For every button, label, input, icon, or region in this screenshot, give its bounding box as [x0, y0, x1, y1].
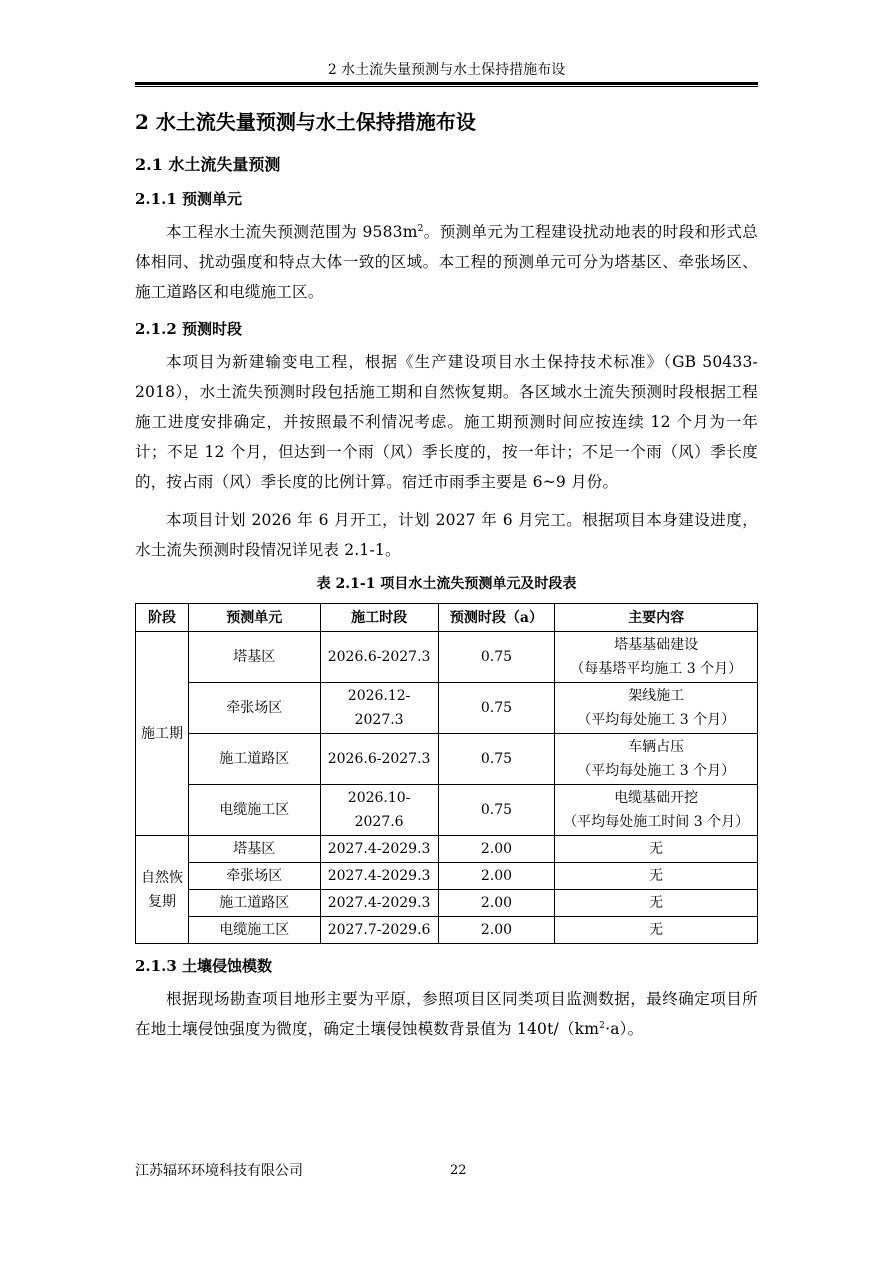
unit-cell: 电缆施工区	[188, 917, 320, 944]
period-cell: 2027.4-2029.3	[320, 836, 438, 863]
table-header: 预测时段（a）	[438, 604, 555, 632]
table-row	[136, 632, 758, 683]
table-header: 施工时段	[320, 604, 438, 632]
content-line: （平均每处施工 3 个月）	[577, 712, 736, 728]
page-content	[135, 104, 758, 1052]
years-cell: 2.00	[438, 863, 555, 890]
paragraph-schedule: 本项目计划 2026 年 6 月开工，计划 2027 年 6 月完工。根据项目本身建设进度，水土流失预测时段情况详见表 2.1-1。	[135, 511, 758, 559]
table-header: 预测单元	[188, 604, 320, 632]
table-caption: 表 2.1-1 项目水土流失预测单元及时段表	[316, 576, 577, 592]
stage-cell-construction: 施工期	[136, 632, 189, 836]
unit-cell: 牵张场区	[188, 863, 320, 890]
paragraph-text: 本工程水土流失预测范围为 9583m	[166, 223, 418, 241]
period-cell: 2026.12-2027.3	[320, 683, 438, 734]
table-row	[136, 734, 758, 785]
running-header: 2 水土流失量预测与水土保持措施布设	[327, 62, 566, 78]
content-line: （平均每处施工时间 3 个月）	[563, 814, 750, 830]
prediction-table	[135, 603, 758, 944]
header-rule-thick	[135, 82, 758, 85]
header-rule-thin	[135, 86, 758, 87]
content-line: 架线施工	[628, 688, 685, 704]
period-cell: 2026.6-2027.3	[320, 632, 438, 683]
section-title-2-1: 2.1 水土流失量预测	[135, 155, 281, 174]
table-header-row	[136, 604, 758, 632]
table-header: 阶段	[136, 604, 189, 632]
content-line: 车辆占压	[628, 739, 685, 755]
period-cell: 2026.10-2027.6	[320, 785, 438, 836]
content-cell	[555, 734, 758, 785]
content-cell: 无	[555, 890, 758, 917]
superscript: 2	[599, 1020, 606, 1031]
content-line: （每基塔平均施工 3 个月）	[570, 661, 743, 677]
chapter-title: 2 水土流失量预测与水土保持措施布设	[135, 110, 476, 134]
section-title-2-1-2: 2.1.2 预测时段	[135, 320, 242, 338]
table-row	[136, 890, 758, 917]
stage-line: 自然恢	[140, 869, 183, 886]
years-cell: 2.00	[438, 890, 555, 917]
unit-cell: 施工道路区	[188, 890, 320, 917]
paragraph-text: 。预测单元为工程建设扰动地表的时段和形式总体相同、扰动强度和特点大体一致的区域。本工程的预测单元可分为塔基区、牵张场区、施工道路区和电缆施工区。	[135, 223, 758, 301]
period-cell: 2027.4-2029.3	[320, 890, 438, 917]
content-cell: 无	[555, 863, 758, 890]
superscript: 2	[417, 223, 424, 234]
table-header: 主要内容	[555, 604, 758, 632]
footer-company: 江苏辐环环境科技有限公司	[135, 1163, 303, 1179]
years-cell: 0.75	[438, 734, 555, 785]
unit-cell: 塔基区	[188, 632, 320, 683]
section-title-2-1-3: 2.1.3 土壤侵蚀模数	[135, 957, 272, 975]
unit-cell: 电缆施工区	[188, 785, 320, 836]
content-line: （平均每处施工 3 个月）	[577, 763, 736, 779]
table-row	[136, 863, 758, 890]
years-cell: 2.00	[438, 836, 555, 863]
paragraph-text: 根据现场勘查项目地形主要为平原，参照项目区同类项目监测数据，最终确定项目所在地土壤侵蚀强度为微度，确定土壤侵蚀模数背景值为 140t/（km	[135, 990, 758, 1038]
content-line: 电缆基础开挖	[614, 790, 699, 806]
content-cell	[555, 683, 758, 734]
content-cell: 无	[555, 917, 758, 944]
page-number: 22	[450, 1163, 467, 1178]
table-row	[136, 785, 758, 836]
years-cell: 2.00	[438, 917, 555, 944]
unit-cell: 塔基区	[188, 836, 320, 863]
period-cell: 2027.4-2029.3	[320, 863, 438, 890]
content-cell: 无	[555, 836, 758, 863]
stage-line: 复期	[147, 893, 176, 910]
unit-cell: 施工道路区	[188, 734, 320, 785]
paragraph-text: ·a）。	[605, 1020, 644, 1038]
content-cell	[555, 632, 758, 683]
paragraph-erosion-modulus	[135, 984, 758, 1044]
paragraph-prediction-period: 本项目为新建输变电工程，根据《生产建设项目水土保持技术标准》（GB 50433-2018），水土流失预测时段包括施工期和自然恢复期。各区域水土流失预测时段根据工程施工进度安排确定，并按照最不利情况考虑。施工期预测时间应按连续 12 个月为一年计；不足 12 个月，但达到一个雨（风）季长度的，按一年计；不足一个雨（风）季长度的，按占雨（风）季长度的比例计算。宿迁市雨季主要是 6~9 月份。	[135, 353, 758, 491]
stage-cell-recovery	[136, 836, 189, 944]
table-row	[136, 683, 758, 734]
period-cell: 2027.7-2029.6	[320, 917, 438, 944]
table-row	[136, 836, 758, 863]
paragraph-prediction-units	[135, 217, 758, 307]
years-cell: 0.75	[438, 683, 555, 734]
years-cell: 0.75	[438, 632, 555, 683]
content-cell	[555, 785, 758, 836]
unit-cell: 牵张场区	[188, 683, 320, 734]
period-cell: 2026.6-2027.3	[320, 734, 438, 785]
section-title-2-1-1: 2.1.1 预测单元	[135, 190, 242, 208]
content-line: 塔基基础建设	[614, 637, 699, 653]
table-row	[136, 917, 758, 944]
years-cell: 0.75	[438, 785, 555, 836]
